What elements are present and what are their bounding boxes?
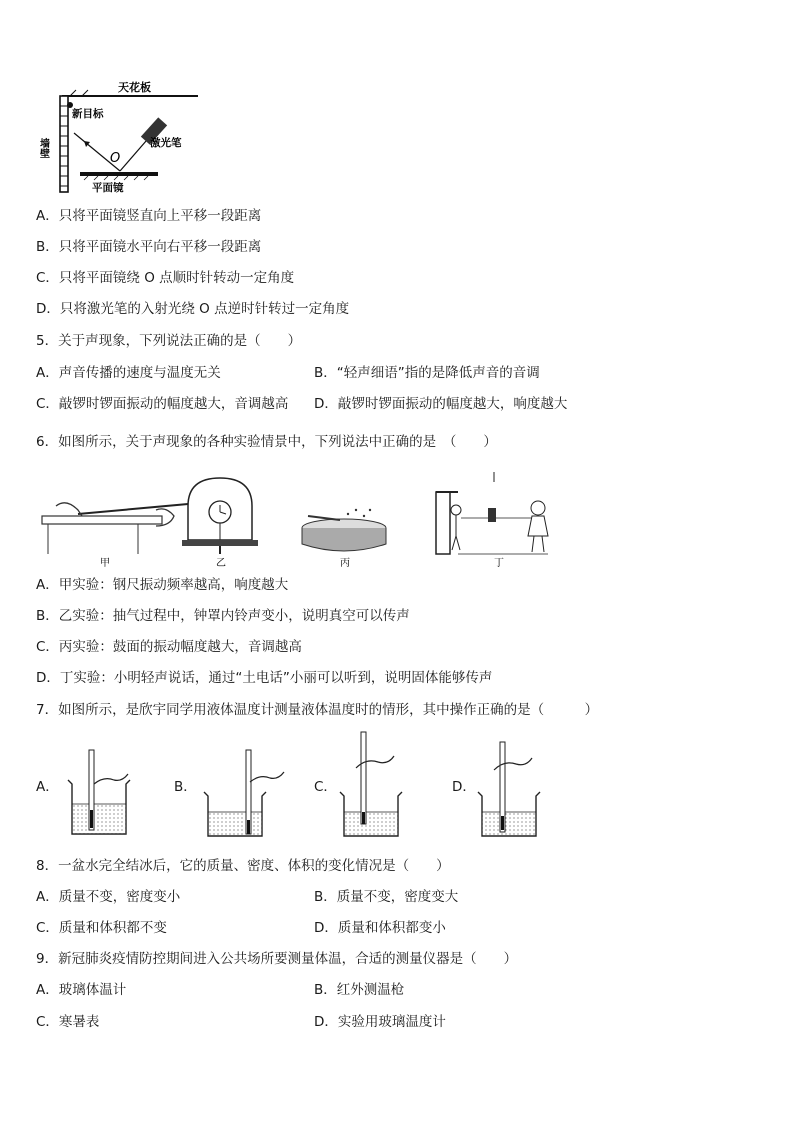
label-jia: 甲 xyxy=(100,558,110,569)
q7-option-c-label[interactable]: C． xyxy=(314,779,337,795)
experiment-jia xyxy=(42,503,188,569)
q4-option-b[interactable]: B．只将平面镜水平向右平移一段距离 xyxy=(36,239,262,255)
wall-label: 墙壁 xyxy=(37,138,49,158)
q8-option-b[interactable]: B．质量不变，密度变大 xyxy=(314,889,459,905)
q4-option-d[interactable]: D．只将激光笔的入射光绕 O 点逆时针转过一定角度 xyxy=(36,301,350,317)
q6-option-a[interactable]: A．甲实验：钢尺振动频率越高，响度越大 xyxy=(36,577,289,593)
ceiling-label: 天花板 xyxy=(118,81,151,94)
q7-option-a-label[interactable]: A． xyxy=(36,779,59,795)
q7-stem: 7．如图所示，是欣宇同学用液体温度计测量液体温度时的情形，其中操作正确的是（ ） xyxy=(36,702,599,718)
q4-option-c[interactable]: C．只将平面镜绕 O 点顺时针转动一定角度 xyxy=(36,270,295,286)
q6-stem: 6．如图所示，关于声现象的各种实验情景中，下列说法中正确的是 （ ） xyxy=(36,434,497,450)
q8-option-a[interactable]: A．质量不变，密度变小 xyxy=(36,889,181,905)
point-o-label: O xyxy=(110,151,121,166)
q8-option-d[interactable]: D．质量和体积都变小 xyxy=(314,920,446,936)
label-yi: 乙 xyxy=(216,558,226,569)
q9-option-a[interactable]: A．玻璃体温计 xyxy=(36,982,127,998)
mirror-label: 平面镜 xyxy=(92,182,124,194)
q8-option-c[interactable]: C．质量和体积都不变 xyxy=(36,920,167,936)
label-ding: 丁 xyxy=(494,558,504,569)
q7-option-d-label[interactable]: D． xyxy=(452,779,476,795)
q5-option-c[interactable]: C．敲锣时锣面振动的幅度越大，音调越高 xyxy=(36,396,289,412)
q5-option-d[interactable]: D．敲锣时锣面振动的幅度越大，响度越大 xyxy=(314,396,568,412)
beaker-d xyxy=(478,742,540,836)
q9-option-b[interactable]: B．红外测温枪 xyxy=(314,982,405,998)
figure-mirror-laser xyxy=(37,78,200,196)
beaker-c xyxy=(340,732,402,836)
figure-sound-experiments xyxy=(38,470,558,570)
new-target-label: 新目标 xyxy=(72,108,104,120)
q6-option-d[interactable]: D．丁实验：小明轻声说话，通过“土电话”小丽可以听到，说明固体能够传声 xyxy=(36,670,493,686)
figure-thermometers xyxy=(60,728,560,840)
label-bing: 丙 xyxy=(340,558,350,569)
q9-option-d[interactable]: D．实验用玻璃温度计 xyxy=(314,1014,446,1030)
q8-stem: 8．一盆水完全结冰后，它的质量、密度、体积的变化情况是（ ） xyxy=(36,858,450,874)
experiment-yi xyxy=(182,478,258,569)
q9-stem: 9．新冠肺炎疫情防控期间进入公共场所要测量体温，合适的测量仪器是（ ） xyxy=(36,951,518,967)
experiment-ding xyxy=(436,472,548,569)
q4-option-a[interactable]: A．只将平面镜竖直向上平移一段距离 xyxy=(36,208,262,224)
q5-option-b[interactable]: B．“轻声细语”指的是降低声音的音调 xyxy=(314,365,540,381)
beaker-a xyxy=(68,750,130,834)
q5-stem: 5．关于声现象，下列说法正确的是（ ） xyxy=(36,333,302,349)
q5-option-a[interactable]: A．声音传播的速度与温度无关 xyxy=(36,365,221,381)
q9-option-c[interactable]: C．寒暑表 xyxy=(36,1014,100,1030)
q6-option-c[interactable]: C．丙实验：鼓面的振动幅度越大，音调越高 xyxy=(36,639,302,655)
experiment-bing xyxy=(302,509,386,569)
q7-option-b-label[interactable]: B． xyxy=(174,779,197,795)
q6-option-b[interactable]: B．乙实验：抽气过程中，钟罩内铃声变小，说明真空可以传声 xyxy=(36,608,410,624)
beaker-b xyxy=(204,750,284,836)
laser-label: 激光笔 xyxy=(150,137,182,149)
